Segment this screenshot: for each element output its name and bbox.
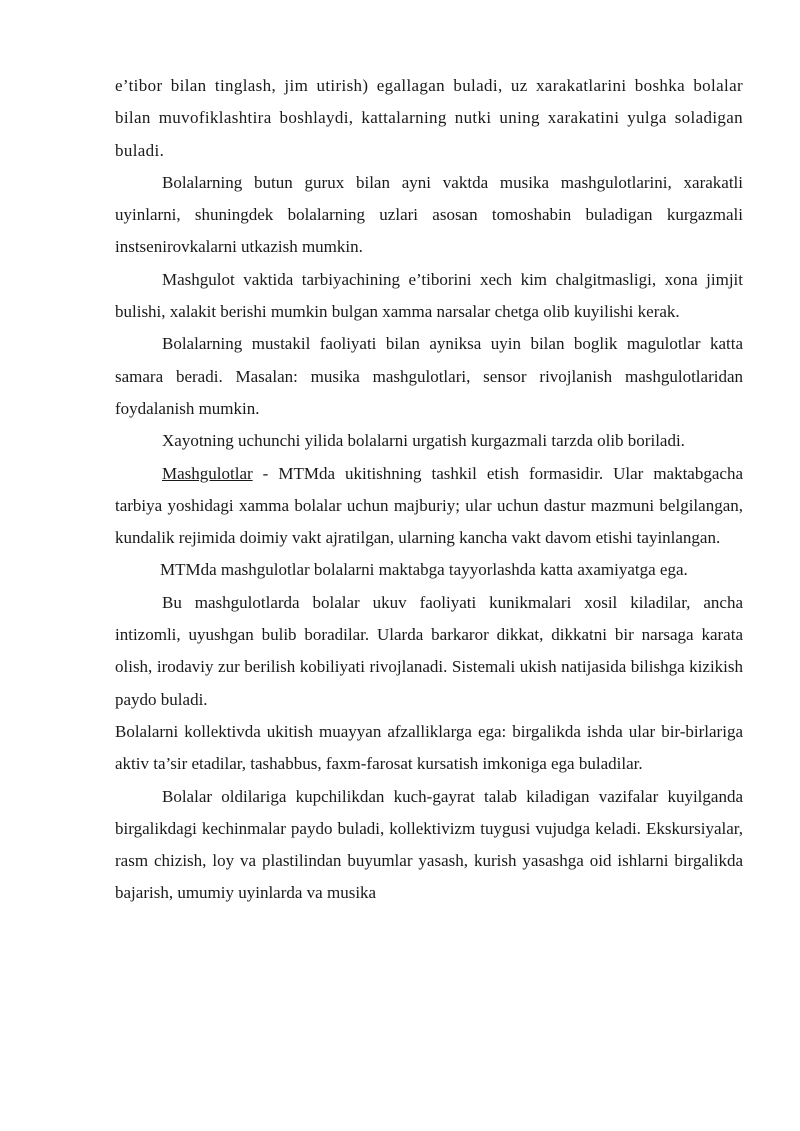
paragraph-4: Bolalarning mustakil faoliyati bilan ayniksa uyin bilan boglik magulotlar katta samara beradi. Masalan: musika mashgulotlari, sensor rivojlanish mashgulotlaridan foydalanish mumkin. xyxy=(115,334,743,418)
term-mashgulotlar: Mashgulotlar xyxy=(162,463,253,483)
paragraph-5: Xayotning uchunchi yilida bolalarni urgatish kurgazmali tarzda olib boriladi. xyxy=(162,431,685,451)
paragraph-1: e’tibor bilan tinglash, jim utirish) egallagan buladi, uz xarakatlarini boshka bolalar bilan muvofiklashtira boshlaydi, kattalarning nutki uning xarakatini yulga soladigan buladi. xyxy=(115,76,743,160)
paragraph-8: Bu mashgulotlarda bolalar ukuv faoliyati kunikmalari xosil kiladilar, ancha intizomli, uyushgan bulib boradilar. Ularda barkaror dikkat, dikkatni bir narsaga karata olish, irodaviy zur berilish kobiliyati rivojlanadi. Sistemali ukish natijasida bilishga kizikish paydo buladi. xyxy=(115,592,743,709)
paragraph-9: Bolalarni kollektivda ukitish muayyan afzalliklarga ega: birgalikda ishda ular bir-birlariga aktiv ta’sir etadilar, tashabbus, faxm-farosat kursatish imkoniga ega buladilar. xyxy=(115,721,743,774)
paragraph-6 xyxy=(115,458,743,555)
document-page xyxy=(115,70,743,910)
paragraph-10: Bolalar oldilariga kupchilikdan kuch-gayrat talab kiladigan vazifalar kuyilganda birgalikdagi kechinmalar paydo buladi, kollektivizm tuygusi vujudga keladi. Ekskursiyalar, rasm chizish, loy va plastilindan buyumlar yasash, kurish yasashga oid ishlarni birgalikda bajarish, umumiy uyinlarda va musika xyxy=(115,786,743,903)
paragraph-2: Bolalarning butun gurux bilan ayni vaktda musika mashgulotlarini, xarakatli uyinlarni, shuningdek bolalarning uzlari asosan tomoshabin buladigan kurgazmali instsenirovkalarni utkazish mumkin. xyxy=(115,172,743,257)
paragraph-6-text: - MTMda ukitishning tashkil etish formasidir. Ular maktabgacha tarbiya yoshidagi xamma bolalar uchun majburiy; ular uchun dastur mazmuni belgilangan, kundalik rejimida doimiy vakt ajratilgan, ularning kancha vakt davom etishi tayinlangan. xyxy=(115,463,743,548)
paragraph-3: Mashgulot vaktida tarbiyachining e’tiborini xech kim chalgitmasligi, xona jimjit bulishi, xalakit berishi mumkin bulgan xamma narsalar chetga olib kuyilishi kerak. xyxy=(115,269,743,322)
paragraph-7: MTMda mashgulotlar bolalarni maktabga tayyorlashda katta axamiyatga ega. xyxy=(160,560,688,580)
